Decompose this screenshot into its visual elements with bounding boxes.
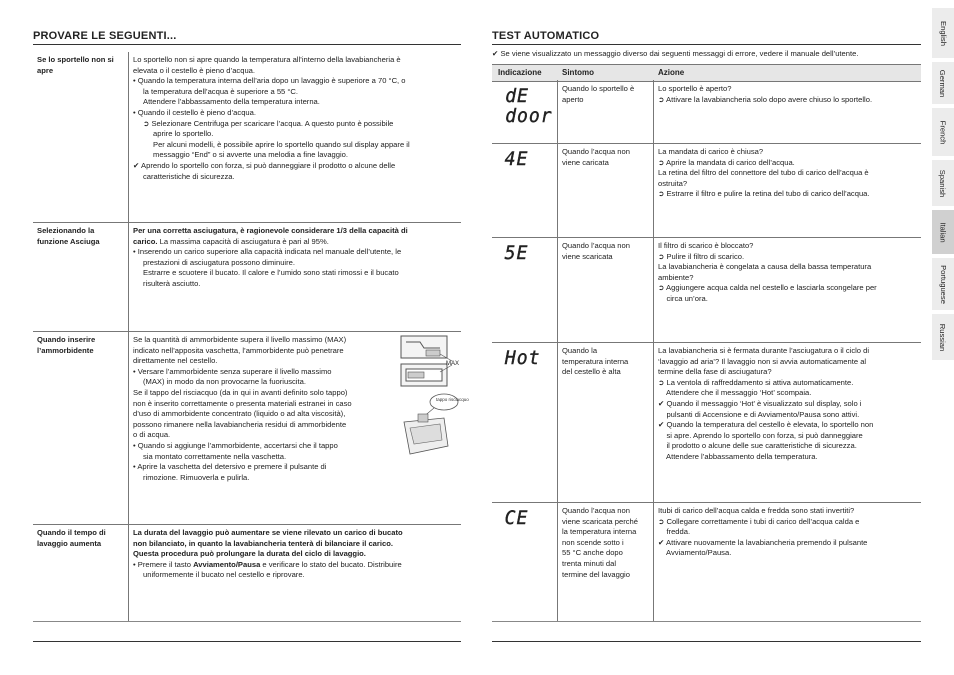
action-line: Il filtro di scarico è bloccato? [658,241,754,250]
action-line: Avviamento/Pausa. [658,548,732,558]
text-line: Estrarre e scuotere il bucato. Il calore e l’umido sono stati rimossi e il bucato [143,268,399,278]
text-line: • Premere il tasto [133,559,194,569]
language-tab-label: English [938,20,948,46]
action-line: ostruita? [658,178,688,188]
language-tab-portuguese[interactable] [932,258,954,310]
action-line: ➲ La ventola di raffreddamento si attiva automaticamente. [658,377,854,387]
row-content-dry [133,226,461,290]
text-line: elevata o il cestello è pieno d’acqua. [133,65,256,75]
action-line: Attendere l’abbassamento della temperatura. [658,451,818,461]
text-line: uniformemente il bucato nel cestello e riprovare. [143,570,305,580]
text-line: messaggio “End” o si avverte una melodia a fine lavaggio. [153,150,349,160]
symptom-line: Quando l’acqua non [562,506,630,515]
symptom-line: temperatura interna [562,356,629,366]
action-line: ✔ Quando il messaggio ‘Hot’ è visualizzato sul display, solo i [658,398,862,408]
action-line: Itubi di carico dell’acqua calda e fredda sono stati invertiti? [658,506,855,515]
symptom-cell [562,346,652,378]
header-indicazione: Indicazione [498,68,542,77]
left-row-divider [33,331,461,332]
right-row-divider [492,237,921,238]
text-line: La durata del lavaggio può aumentare se viene rilevato un carico di bucato [133,528,403,537]
language-tab-french[interactable] [932,108,954,156]
error-code-text: door [505,105,553,127]
symptom-line: del cestello è alta [562,367,621,377]
text-line: indicato nell’apposita vaschetta, l’ammorbidente può penetrare [133,345,344,355]
text-line: Se il tappo del risciacquo (da in qui in avanti definito solo tappo) [133,387,348,397]
left-row-divider [33,524,461,525]
right-row-divider [492,143,921,144]
symptom-line: trenta minuti dal [562,558,617,568]
text-line: rimozione. Rimuoverla e pulirla. [143,472,250,482]
text-line: e verificare lo stato del bucato. Distribuire [260,559,402,569]
symptom-line: aperto [562,94,584,104]
symptom-line: non scende sotto i [562,537,624,547]
text-line: • Versare l’ammorbidente senza superare il livello massimo [133,366,332,376]
symptom-line: Quando l’acqua non [562,147,630,156]
right-row-divider [492,502,921,503]
error-code-text: 4E [504,148,529,170]
action-line: ✔ Quando la temperatura del cestello è elevata, lo sportello non [658,420,874,430]
language-tab-label: Italian [938,221,948,243]
action-line: Lo sportello è aperto? [658,84,732,93]
text-line: (MAX) in modo da non provocarne la fuoriuscita. [143,377,306,387]
action-line: La mandata di carico è chiusa? [658,147,764,156]
language-tab-italian[interactable] [932,210,954,254]
text-line: Per alcuni modelli, è possibile aprire lo sportello quando sul display appare il [153,139,410,149]
symptom-line: viene scaricata [562,251,613,261]
text-line: prestazioni di asciugatura possono diminuire. [143,257,295,267]
action-line: ➲ Aprire la mandata di carico dell’acqua. [658,157,795,167]
action-line: ➲ Attivare la lavabiancheria solo dopo avere chiuso lo sportello. [658,94,873,104]
action-cell [658,147,920,200]
text-line: ✔ Aprendo lo sportello con forza, si può danneggiare il prodotto o alcune delle [133,160,396,170]
left-table-bottom [33,621,461,622]
symptom-line: Quando l’acqua non [562,241,630,250]
symptom-cell [562,84,652,105]
text-line: possono rimanere nella lavabiancheria residui di ammorbidente [133,419,347,429]
error-code-display [504,86,554,126]
max-label: MAX [446,361,460,367]
symptom-line: Quando lo sportello è [562,84,635,93]
action-line: ‘lavaggio ad aria’? Il lavaggio non si avvia automaticamente al [658,356,867,366]
text-line: Questa procedura può prolungare la durata del ciclo di lavaggio. [133,549,366,559]
right-title-rule [492,44,921,45]
error-code-text: dE [505,85,529,107]
language-tab-label: German [938,69,948,97]
symptom-line: 55 °C anche dopo [562,548,623,558]
row-content-washtime [133,528,461,581]
text-line: o di acqua. [133,430,171,440]
tappo-label: tappo risciacquo [436,397,469,402]
action-line: ➲ Collegare correttamente i tubi di carico dell’acqua calda e [658,516,860,526]
symptom-cell [562,506,652,580]
symptom-line: viene scaricata perché [562,516,638,526]
text-line: sia montato correttamente nella vaschetta. [143,451,287,461]
left-footer-rule [33,641,461,642]
text-line: aprire lo sportello. [153,129,214,139]
error-code-display [504,508,529,528]
language-tab-label: Spanish [938,169,948,197]
text-line: direttamente nel cestello. [133,356,218,366]
symptom-line: la temperatura interna [562,527,637,537]
text-line: • Quando si aggiunge l’ammorbidente, accertarsi che il tappo [133,440,338,450]
text-line: d’uso di ammorbidente concentrato (liquido o ad alta viscosità), [133,409,346,419]
text-line: La massima capacità di asciugatura è pari al 95%. [157,236,329,246]
right-col-separator [653,80,654,621]
error-code-display [504,243,529,263]
text-line: non bilanciato, in quanto la lavabiancheria tenterà di bilanciare il carico. [133,538,393,548]
right-note: ✔ Se viene visualizzato un messaggio diverso dai seguenti messaggi di errore, vedere il manuale dell’utente. [492,49,859,58]
action-line: La lavabiancheria si è fermata durante l’asciugatura o il ciclo di [658,346,870,355]
left-title-rule [33,44,461,45]
text-bold: Avviamento/Pausa [193,559,261,569]
text-line: • Quando il cestello è pieno d’acqua. [133,107,256,117]
row-label-washtime: Quando il tempo di lavaggio aumenta [37,528,106,548]
header-azione: Azione [658,68,685,77]
symptom-line: termine del lavaggio [562,569,630,579]
action-cell [658,346,920,463]
language-tab-label: Portuguese [938,264,948,304]
action-cell [658,84,920,105]
row-content-door [133,55,461,182]
softener-max-figure [400,334,460,390]
row-content-softener [133,335,403,483]
symptom-line: Quando la [562,346,598,355]
text-line: la temperatura dell’acqua è superiore a 55 °C. [143,86,299,96]
text-line: • Inserendo un carico superiore alla capacità indicata nel manuale dell’utente, le [133,247,402,257]
row-label-dry: Selezionando la funzione Asciuga [37,226,100,246]
right-footer-rule [492,641,921,642]
action-line: La retina del filtro del connettore del tubo di carico dell’acqua è [658,168,869,178]
text-bold: carico. [133,236,158,246]
action-line: ➲ Aggiungere acqua calda nel cestello e lasciarla scongelare per [658,283,877,293]
text-line: Per una corretta asciugatura, è ragionevole considerare 1/3 della capacità di [133,226,408,235]
language-tab-russian[interactable] [932,314,954,360]
right-section-title: TEST AUTOMATICO [492,30,600,42]
error-code-text: 5E [504,242,529,264]
language-tab-german[interactable] [932,62,954,104]
action-line: La lavabiancheria è congelata a causa della bassa temperatura [658,262,872,272]
action-line: il prodotto o alcune delle sue caratteristiche di sicurezza. [658,441,857,451]
action-line: si apre. Aprendo lo sportello con forza, si può danneggiare [658,430,863,440]
left-col-separator [128,52,129,621]
action-line: ✔ Attivare nuovamente la lavabiancheria premendo il pulsante [658,537,868,547]
action-line: ➲ Pulire il filtro di scarico. [658,251,745,261]
text-line: Se la quantità di ammorbidente supera il livello massimo (MAX) [133,335,347,344]
text-line: Attendere l’abbassamento della temperatura interna. [143,97,320,107]
language-tab-spanish[interactable] [932,160,954,206]
action-line: pulsanti di Accensione e di Avviamento/Pausa sono attivi. [658,409,860,419]
text-line: • Quando la temperatura interna dell’aria dopo un lavaggio è superiore a 70 °C, o [133,76,406,86]
right-row-divider [492,342,921,343]
header-sintomo: Sintomo [562,68,594,77]
action-line: circa un’ora. [658,293,708,303]
symptom-line: viene caricata [562,157,609,167]
language-tab-label: Russian [938,323,948,351]
row-label-door: Se lo sportello non si apre [37,55,114,75]
text-line: caratteristiche di sicurezza. [143,171,235,181]
row-label-softener: Quando inserire l’ammorbidente [37,335,96,355]
symptom-cell [562,147,652,168]
error-code-text: CE [504,507,529,529]
action-line: Attendere che il messaggio ‘Hot’ scompaia. [658,388,812,398]
action-cell [658,506,920,559]
softener-tappo-figure [400,392,469,460]
action-line: ambiente? [658,272,694,282]
error-code-display [504,348,541,368]
text-line: ➲ Selezionare Centrifuga per scaricare l’acqua. A questo punto è possibile [143,118,394,128]
left-section-title: PROVARE LE SEGUENTI... [33,30,177,42]
left-row-divider [33,222,461,223]
text-line: risulterà asciutto. [143,278,201,288]
language-tab-label: French [938,120,948,144]
right-col-separator [557,80,558,621]
action-cell [658,241,920,305]
error-code-text: Hot [504,347,541,369]
right-table-bottom [492,621,921,622]
text-line: Lo sportello non si apre quando la temperatura all’interno della lavabiancheria è [133,55,401,64]
symptom-cell [562,241,652,262]
text-line: • Aprire la vaschetta del detersivo e premere il pulsante di [133,462,327,472]
language-tab-english[interactable] [932,8,954,58]
error-code-display [504,149,529,169]
action-line: termine della fase di asciugatura? [658,367,772,377]
text-line: non è inserito correttamente o presenta materiali estranei in caso [133,398,352,408]
action-line: ➲ Estrarre il filtro e pulire la retina del tubo di carico dell’acqua. [658,189,870,199]
action-line: fredda. [658,527,691,537]
